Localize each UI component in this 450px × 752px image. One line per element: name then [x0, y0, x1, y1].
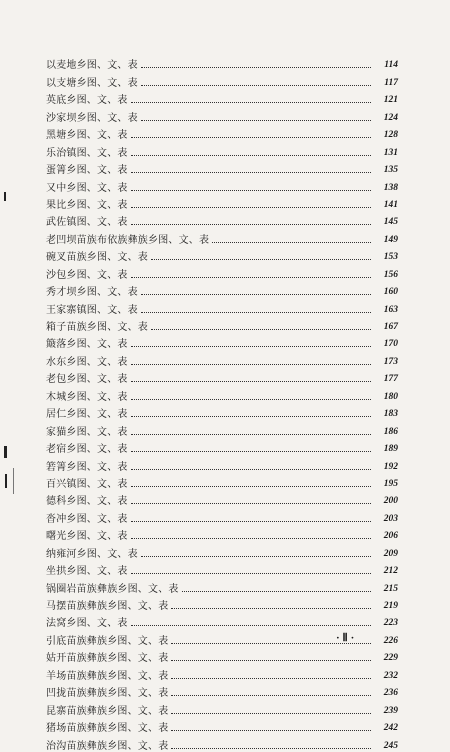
toc-entry-page: 138 [383, 182, 398, 193]
toc-entry-title: 箬箐乡图、文、表 [46, 461, 128, 473]
toc-entry [46, 281, 398, 298]
dot-leader [131, 503, 371, 504]
toc-entry-title: 英底乡图、文、表 [46, 95, 128, 107]
scan-mark [5, 474, 7, 488]
dot-leader [131, 190, 371, 191]
toc-entry-page: 232 [383, 670, 398, 681]
dot-leader [131, 137, 371, 138]
toc-entry [46, 316, 398, 333]
toc-entry-title: 马摆苗族彝族乡图、文、表 [46, 601, 169, 612]
toc-entry-page: 160 [383, 287, 398, 298]
toc-entry [46, 211, 398, 228]
dot-leader [131, 207, 371, 208]
toc-entry [46, 612, 398, 629]
toc-entry-title: 百兴镇图、文、表 [46, 478, 128, 490]
dot-leader [151, 329, 371, 330]
toc-entry-page: 124 [383, 112, 398, 123]
toc-entry-title: 碗叉苗族乡图、文、表 [46, 252, 148, 264]
toc-entry-title: 黑塘乡图、文、表 [46, 130, 128, 142]
toc-entry [46, 473, 398, 490]
dot-leader [131, 399, 371, 400]
toc-entry-title: 坐拱乡图、文、表 [46, 566, 128, 578]
toc-entry [46, 420, 398, 437]
toc-entry-title: 纳雍河乡图、文、表 [46, 548, 138, 560]
toc-entry-title: 簸落乡图、文、表 [46, 339, 128, 351]
toc-entry-title: 凹拢苗族彝族乡图、文、表 [46, 688, 169, 700]
toc-entry [46, 717, 398, 734]
toc-entry-title: 老包乡图、文、表 [46, 374, 128, 386]
toc-entry-title: 果比乡图、文、表 [46, 199, 128, 211]
toc-entry-page: 141 [383, 199, 398, 210]
toc-entry [46, 560, 398, 577]
toc-entry-title: 秀才坝乡图、文、表 [46, 287, 138, 299]
dot-leader [141, 556, 371, 557]
toc-entry [46, 734, 398, 751]
dot-leader [131, 521, 371, 522]
dot-leader [171, 608, 371, 609]
toc-entry-page: 117 [384, 77, 398, 88]
toc-entry-page: 245 [383, 740, 398, 751]
toc-entry-page: 128 [383, 130, 398, 141]
dot-leader [131, 381, 371, 382]
toc-entry [46, 141, 398, 158]
dot-leader [131, 364, 371, 365]
toc-entry-title: 姑开苗族彝族乡图、文、表 [46, 653, 169, 665]
toc-entry [46, 577, 398, 594]
toc-entry [46, 455, 398, 472]
toc-entry [46, 699, 398, 716]
toc-entry-title: 又中乡图、文、表 [46, 182, 128, 194]
toc-entry-title: 沙家坝乡图、文、表 [46, 112, 138, 124]
toc-entry [46, 490, 398, 507]
scan-mark [4, 446, 7, 458]
toc-entry [46, 542, 398, 559]
toc-entry [46, 246, 398, 263]
dot-leader [171, 713, 371, 714]
dot-leader [151, 259, 371, 260]
toc-entry [46, 176, 398, 193]
toc-entry-title: 家猫乡图、文、表 [46, 426, 128, 438]
toc-entry-page: 180 [383, 391, 398, 402]
dot-leader [171, 730, 371, 731]
toc-entry-page: 145 [383, 217, 398, 228]
toc-entry-title: 木城乡图、文、表 [46, 391, 128, 403]
toc-entry-page: 242 [383, 723, 398, 734]
toc-entry-title: 法窝乡图、文、表 [46, 618, 128, 630]
toc-entry [46, 647, 398, 664]
toc-entry [46, 298, 398, 315]
toc-entry-page: 223 [383, 618, 398, 629]
toc-entry [46, 228, 398, 245]
toc-entry-page: 215 [383, 583, 398, 594]
toc-entry-page: 156 [383, 269, 398, 280]
dot-leader [131, 102, 371, 103]
dot-leader [131, 416, 371, 417]
toc-entry [46, 124, 398, 141]
toc-entry-page: 149 [383, 234, 398, 245]
toc-entry-page: 192 [383, 461, 398, 472]
toc-entry-page: 114 [384, 60, 398, 71]
dot-leader [131, 486, 371, 487]
toc-entry-page: 163 [383, 304, 398, 315]
dot-leader [131, 573, 371, 574]
toc-entry [46, 106, 398, 123]
toc-entry-title: 王家寨镇图、文、表 [46, 304, 138, 316]
toc-entry [46, 682, 398, 699]
toc-entry [46, 385, 398, 402]
dot-leader [212, 242, 371, 243]
dot-leader [131, 434, 371, 435]
toc-entry-page: 167 [383, 322, 398, 332]
toc-entry-page: 153 [383, 252, 398, 263]
scan-mark [4, 192, 6, 201]
toc-entry-title: 引底苗族彝族乡图、文、表 [46, 635, 169, 647]
dot-leader [141, 312, 371, 313]
dot-leader [141, 67, 371, 68]
toc-entry-title: 武佐镇图、文、表 [46, 217, 128, 229]
dot-leader [131, 277, 371, 278]
toc-entry-title: 锅圈岩苗族彝族乡图、文、表 [46, 583, 179, 595]
dot-leader [141, 294, 371, 295]
toc-entry-title: 箱子苗族乡图、文、表 [46, 322, 148, 333]
toc-entry [46, 159, 398, 176]
toc-entry [46, 89, 398, 106]
toc-entry-page: 173 [383, 356, 398, 367]
toc-entry [46, 438, 398, 455]
toc-entry-title: 猪场苗族彝族乡图、文、表 [46, 723, 169, 735]
toc-entry [46, 350, 398, 367]
dot-leader [131, 451, 371, 452]
toc-entry-page: 189 [383, 444, 398, 455]
toc-entry-page: 121 [383, 95, 398, 106]
toc-entry-page: 236 [383, 688, 398, 699]
toc-entry-title: 德科乡图、文、表 [46, 496, 128, 508]
toc-entry [46, 194, 398, 211]
toc-entry-page: 170 [383, 339, 398, 350]
dot-leader [141, 120, 371, 121]
toc-entry-title: 老凹坝苗族布依族彝族乡图、文、表 [46, 234, 210, 246]
dot-leader [171, 695, 371, 696]
toc-entry-title: 水东乡图、文、表 [46, 356, 128, 368]
dot-leader [182, 591, 371, 592]
toc-entry [46, 71, 398, 88]
toc-entry-page: 177 [383, 374, 398, 385]
toc-entry-title: 沓冲乡图、文、表 [46, 513, 128, 525]
toc-entry [46, 525, 398, 542]
toc-entry-page: 239 [383, 705, 398, 716]
dot-leader [171, 748, 371, 749]
dot-leader [131, 469, 371, 470]
toc-entry-page: 229 [383, 653, 398, 664]
dot-leader [171, 660, 371, 661]
dot-leader [131, 625, 371, 626]
toc-entry-page: 209 [383, 548, 398, 559]
toc-entry [46, 595, 398, 612]
toc-entry-title: 沙包乡图、文、表 [46, 269, 128, 281]
toc-entry-title: 老宿乡图、文、表 [46, 444, 128, 456]
toc-entry [46, 507, 398, 524]
dot-leader [131, 224, 371, 225]
toc-entry-page: 219 [383, 601, 398, 611]
toc-entry-title: 乐治镇图、文、表 [46, 147, 128, 159]
dot-leader [131, 155, 371, 156]
page-number-footer: · Ⅱ · [336, 632, 355, 644]
toc-entry-title: 治沟苗族彝族乡图、文、表 [46, 740, 169, 752]
dot-leader [131, 538, 371, 539]
toc-entry-page: 195 [383, 478, 398, 489]
toc-entry-page: 212 [383, 566, 398, 577]
dot-leader [141, 85, 371, 86]
toc-entry-page: 135 [383, 165, 398, 176]
toc-entry-title: 以支塘乡图、文、表 [46, 77, 138, 89]
toc-entry [46, 403, 398, 420]
toc-entry [46, 54, 398, 71]
toc-entry-title: 羊场苗族彝族乡图、文、表 [46, 670, 169, 682]
toc-entry [46, 263, 398, 280]
toc-entry-page: 186 [383, 426, 398, 437]
toc-entry-page: 203 [383, 513, 398, 524]
dot-leader [171, 678, 371, 679]
toc-entry-page: 206 [383, 531, 398, 542]
toc-entry-title: 以麦地乡图、文、表 [46, 60, 138, 72]
toc-entry-title: 居仁乡图、文、表 [46, 409, 128, 421]
toc-entry-page: 200 [383, 496, 398, 507]
table-of-contents [46, 54, 398, 752]
toc-entry-title: 昆寨苗族彝族乡图、文、表 [46, 705, 169, 717]
dot-leader [131, 346, 371, 347]
toc-entry-title: 曙光乡图、文、表 [46, 531, 128, 543]
toc-entry-page: 183 [383, 409, 398, 420]
scan-mark [13, 468, 14, 494]
dot-leader [131, 172, 371, 173]
toc-entry [46, 368, 398, 385]
toc-entry-page: 226 [383, 635, 398, 646]
toc-entry-title: 蛋箐乡图、文、表 [46, 165, 128, 177]
toc-entry [46, 664, 398, 681]
toc-entry-page: 131 [383, 147, 398, 158]
toc-entry [46, 333, 398, 350]
